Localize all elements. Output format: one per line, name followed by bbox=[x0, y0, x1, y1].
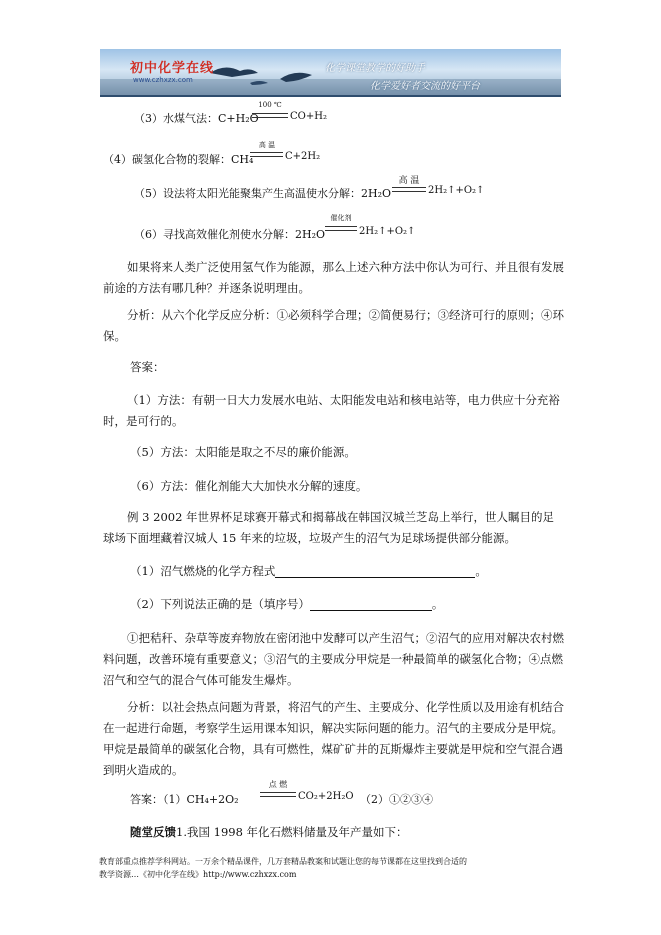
item-4-condition: 高 温 bbox=[258, 141, 276, 149]
item-4-product: C+2H₂ bbox=[285, 151, 321, 162]
final-answer-part-2: （2）①②③④ bbox=[360, 793, 433, 806]
final-answer-label: 答案：（1）CH₄+2O₂ bbox=[130, 793, 239, 806]
banner-logo-text: 初中化学在线 bbox=[130, 61, 215, 76]
item-6-condition: 催化剂 bbox=[330, 214, 352, 222]
item-5-label: （5）设法将太阳光能聚集产生高温使水分解：2H₂O bbox=[134, 187, 392, 200]
question-2-answer-blank[interactable] bbox=[310, 610, 432, 611]
question-paragraph: 如果将来人类广泛使用氢气作为能源，那么上述六种方法中你认为可行、并且很有发展前途的方法有哪几种？并逐条说明理由。 bbox=[103, 260, 564, 295]
footer-line-1: 教育部重点推荐学科网站。一万余个精品课件，几万套精品教案和试题让您的每节课都在这里找到合适的 bbox=[99, 857, 467, 866]
item-5-condition: 高 温 bbox=[398, 176, 420, 186]
feedback-text: 1.我国 1998 年化石燃料储量及年产量如下： bbox=[176, 825, 408, 839]
analysis-2-paragraph: 分析：以社会热点问题为背景，将沼气的产生、主要成分、化学性质以及用途有机结合在一起进行命题，考察学生运用课本知识，解决实际问题的能力。沼气的主要成分是甲烷。甲烷是最简单的碳氢化合物，具有可燃性，煤矿矿井的瓦斯爆炸主要就是甲烷和空气混合遇到明火造成的。 bbox=[103, 700, 564, 777]
item-4-label: （4）碳氢化合物的裂解：CH₄ bbox=[103, 153, 254, 166]
banner-slogan-1: 化学课堂教学的好助手 bbox=[325, 63, 425, 74]
item-5-equals-sign bbox=[392, 187, 426, 192]
feedback-line bbox=[130, 825, 408, 839]
item-6-product: 2H₂↑+O₂↑ bbox=[359, 226, 416, 237]
analysis-1-paragraph: 分析：从六个化学反应分析：①必须科学合理；②简便易行；③经济可行的原则；④环保。 bbox=[103, 308, 564, 343]
item-3-condition: 100 ℃ bbox=[258, 101, 282, 109]
answer-label: 答案： bbox=[130, 360, 165, 374]
question-1-answer-blank[interactable] bbox=[275, 577, 475, 578]
final-answer-condition: 点 燃 bbox=[268, 780, 288, 789]
feedback-title: 随堂反馈 bbox=[130, 825, 176, 839]
question-2 bbox=[130, 597, 443, 611]
item-6-label: （6）寻找高效催化剂使水分解：2H₂O bbox=[134, 228, 326, 241]
final-answer-equals-sign bbox=[260, 792, 296, 797]
final-answer-product: CO₂+2H₂O bbox=[298, 791, 354, 802]
header-banner bbox=[100, 49, 561, 97]
answer-1: （1）方法：有朝一日大力发展水电站、太阳能发电站和核电站等，电力供应十分充裕时，是可行的。 bbox=[103, 393, 560, 428]
banner-url: www.czhxzx.com bbox=[133, 76, 193, 84]
footer-line-2: 教学资源…《初中化学在线》http://www.czhxzx.com bbox=[99, 870, 297, 879]
item-6-equals-sign bbox=[325, 226, 357, 231]
question-1-end: 。 bbox=[475, 564, 487, 578]
example-3-paragraph: 例 3 2002 年世界杯足球赛开幕式和揭幕战在韩国汉城兰芝岛上举行，世人瞩目的足球场下面埋藏着汉城人 15 年来的垃圾，垃圾产生的沼气为足球场提供部分能源。 bbox=[103, 510, 555, 545]
question-2-text: （2）下列说法正确的是（填序号） bbox=[130, 597, 310, 611]
item-3-equals-sign bbox=[252, 113, 288, 118]
item-3-product: CO+H₂ bbox=[290, 111, 327, 122]
question-2-end: 。 bbox=[431, 597, 444, 611]
answer-6: （6）方法：催化剂能大大加快水分解的速度。 bbox=[130, 479, 368, 493]
item-5-product: 2H₂↑+O₂↑ bbox=[428, 185, 485, 196]
question-1 bbox=[130, 564, 487, 578]
item-4-equals-sign bbox=[250, 152, 283, 157]
answer-5: （5）方法：太阳能是取之不尽的廉价能源。 bbox=[130, 445, 356, 459]
options-paragraph: ①把秸秆、杂草等废弃物放在密闭池中发酵可以产生沼气；②沼气的应用对解决农村燃料问题，改善环境有重要意义；③沼气的主要成分甲烷是一种最简单的碳氢化合物；④点燃沼气和空气的混合气体可能发生爆炸。 bbox=[103, 631, 564, 687]
banner-slogan-2: 化学爱好者交流的好平台 bbox=[370, 81, 480, 92]
question-1-text: （1）沼气燃烧的化学方程式 bbox=[130, 564, 276, 578]
item-3-label: （3）水煤气法：C+H₂O bbox=[134, 112, 259, 125]
